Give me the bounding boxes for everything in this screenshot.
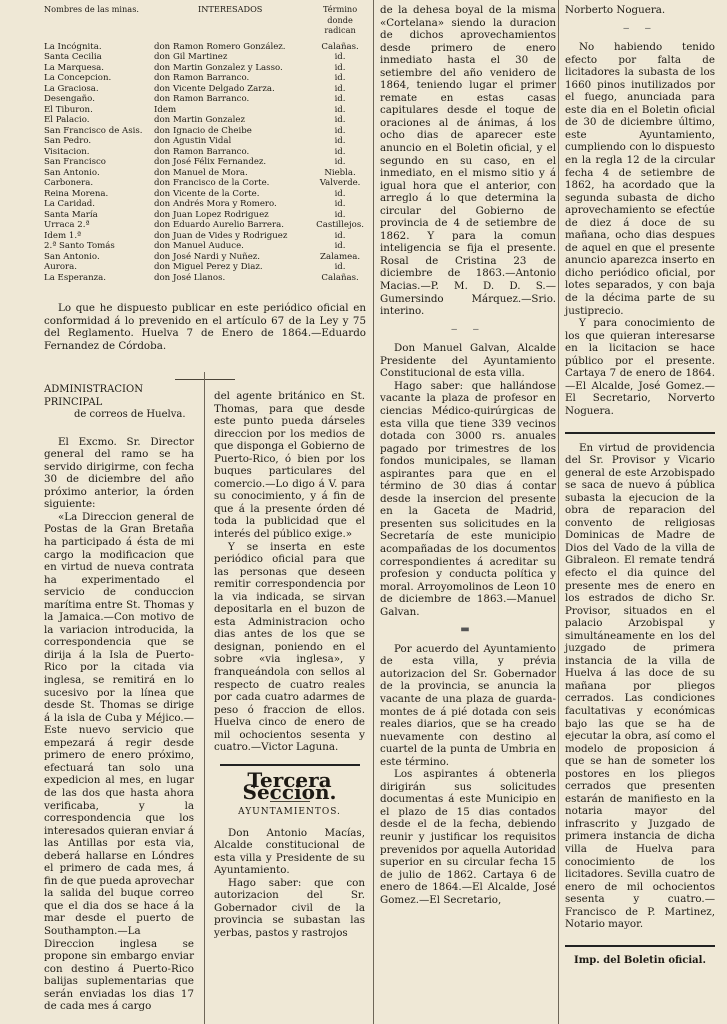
divider: ‒ ‒ <box>623 22 657 34</box>
mine-interested: don Ramon Barranco. <box>154 73 250 83</box>
table-row <box>44 136 364 147</box>
column-four <box>565 4 715 967</box>
mines-note-text: Lo que he dispuesto publicar en este periódico oficial en conformidad á lo prevenido en el artículo 67 de la Ley y 75 del Reglamento. Huelva 7 de Enero de 1864.—Eduardo Fernandez de Córdoba. <box>44 302 366 352</box>
mine-place: id. <box>334 241 346 251</box>
admin-paragraph-2-cont: del agente británico en St. Thomas, para que desde este punto pueda dárseles direccion por los medios de que disponga el Gobierno de Puerto-Rico, ó bien por los buques particulares del comercio.—Lo digo á V. para su conocimiento, y á fin de que á la presente órden dé toda la publicidad que el interés del público exige.» <box>214 390 365 541</box>
mine-place: id. <box>334 262 346 272</box>
divider: ▬ <box>460 624 476 636</box>
mine-name: Reina Morena. <box>44 188 109 199</box>
mine-name: La Esperanza. <box>44 272 106 283</box>
table-row <box>44 73 364 84</box>
mine-interested: don José Félix Fernandez. <box>154 157 267 167</box>
guarda-notice: Por acuerdo del Ayuntamiento de esta villa, y prévia autorizacion del Sr. Gobernador de la provincia, se anuncia la vacante de una plaza de guarda-montes de á pié dotada con seis reales diarios, que se ha creado nuevamente con destino al cuartel de la punta de Umbria en este término. <box>380 642 556 768</box>
table-row <box>44 42 364 53</box>
mine-name: San Francisco <box>44 157 106 167</box>
table-row <box>44 168 364 179</box>
mine-place: Calañas. <box>321 41 359 52</box>
mines-note <box>44 302 366 352</box>
table-row <box>44 178 364 189</box>
galvan-notice: Hago saber: que hallándose vacante la plaza de profesor en ciencias Médico-quirúrgicas de esta villa que tiene 339 vecinos dotada con 3000 rs. anuales pagado por trimestres de los fondos municipales, se llaman aspirantes para que en el término de 30 dias á contar desde la insercion del presente en la Gaceta de Madrid, presenten sus solicitudes en la Secretaría de este municipio acompañadas de los documentos correspondientes á acreditar su profesion y conducta política y moral. Arroyomolinos de Leon 10 de diciembre de 1863.—Manuel Galvan. <box>380 379 556 618</box>
column-administracion <box>44 384 194 1013</box>
mine-interested: don Juan de Vides y Rodriguez <box>154 230 288 241</box>
mine-place: id. <box>334 83 346 94</box>
mine-place: id. <box>334 52 346 62</box>
guarda-notice-2: Los aspirantes á obtenerla dirigirán sus solicitudes documentas á este Municipio en el plazo de 15 dias contados desde el de la fecha, debiendo reunir y justificar los requisitos prevenidos por aquella Autoridad superior en su circular fecha 15 de julio de 1862. Cartaya 6 de enero de 1864.—El Alcalde, José Gomez.—El Secretario, <box>380 768 556 906</box>
mine-place: id. <box>334 209 346 220</box>
mine-place: id. <box>334 125 346 136</box>
table-row <box>44 63 364 74</box>
section-title: Tercera Seccion. <box>242 767 337 805</box>
mine-interested: don Gil Martinez <box>154 52 228 62</box>
galvan-heading: Don Manuel Galvan, Alcalde Presidente del Ayuntamiento Constitucional de esta villa. <box>380 342 556 380</box>
macias-heading: Don Antonio Macías, Alcalde constitucional de esta villa y Presidente de su Ayuntamiento. <box>214 826 365 877</box>
pinos-notice: No habiendo tenido efecto por falta de licitadores la subasta de los 1660 pinos inutilizados por el fuego, anunciada para este dia en el Boletin oficial de 30 de diciembre último, este Ayuntamiento, cumpliendo con lo dispuesto en la regla 12 de la circular fecha 4 de setiembre de 1862, ha acordado que la segunda subasta de dicho aprovechamiento se efectúe de diez á doce de su mañana, ocho dias despues de aquel en que el presente anuncio aparezca inserto en dicho periódico oficial, por lotes separados, y con baja de la décima parte de su justiprecio. <box>565 41 715 317</box>
mine-interested: don Miguel Perez y Diaz. <box>154 262 263 272</box>
mine-name: La Caridad. <box>44 199 95 209</box>
table-row <box>44 189 364 200</box>
mine-interested: don Martin Gonzalez <box>154 115 246 125</box>
mine-place: Calañas. <box>321 272 359 283</box>
table-row <box>44 115 364 126</box>
admin-paragraph-2: «La Direccion general de Postas de la Gran Bretaña ha participado á ésta de mi cargo la modificacion que en virtud de nueva contrata ha experimentado el servicio de conduccion marítima entre St. Thomas y la Jamaica.—Con motivo de la variacion introducida, la correspondencia que se dirija á la Isla de Puerto-Rico por la citada via inglesa, se remitirá en lo sucesivo por la línea que desde St. Thomas se dirige á la isla de Cuba y Méjico.—Este nuevo servicio que empezará á regir desde primero de enero próximo, efectuará tan solo una expedicion al mes, en lugar de las dos que hasta ahora verificaba, y la correspondencia que los interesados quieran enviar á las Antillas por esta via, deberá hallarse en Lóndres el primero de cada mes, á fin de que pueda aprovechar la salida del buque correo que el dia dos se hace á la mar desde el puerto de Southampton.—La Direccion inglesa se propone sin embargo enviar con destino á Puerto-Rico balijas suplementarias que serán enviadas los dias 17 de cada mes á cargo <box>44 510 194 1013</box>
table-row <box>44 252 364 263</box>
mine-name: El Palacio. <box>44 115 90 125</box>
table-row <box>44 126 364 137</box>
mine-interested: don Vicente Delgado Zarza. <box>154 83 275 94</box>
mine-place: Zalamea. <box>320 251 361 262</box>
table-row <box>44 262 364 273</box>
column-rule <box>558 0 559 1024</box>
mine-interested: don Eduardo Aurelio Barrera. <box>154 220 284 230</box>
header-mine-names: Nombres de las minas. <box>44 4 139 14</box>
mine-interested: don Agustin Vidal <box>154 136 232 146</box>
mine-name: Carbonera. <box>44 178 94 188</box>
mine-name: Visitacion. <box>44 146 90 157</box>
mine-place: id. <box>334 157 346 167</box>
column-administracion-cont <box>214 390 365 939</box>
mine-name: Idem 1.ª <box>44 230 82 241</box>
mine-interested: don Martin Gonzalez y Lasso. <box>154 62 283 73</box>
mine-name: Aurora. <box>44 262 77 272</box>
mine-name: San Antonio. <box>44 251 100 262</box>
table-row <box>44 94 364 105</box>
table-row <box>44 231 364 242</box>
divider: ‒ ‒ <box>451 323 485 335</box>
mine-place: Valverde. <box>319 178 361 188</box>
mine-name: San Antonio. <box>44 167 100 178</box>
mine-place: Castillejos. <box>316 220 364 230</box>
mine-place: id. <box>334 73 346 83</box>
table-row <box>44 105 364 116</box>
mine-interested: don Manuel de Mora. <box>154 167 248 178</box>
mine-place: id. <box>334 94 346 104</box>
mine-interested: don Ramon Barranco. <box>154 146 250 157</box>
mine-name: La Graciosa. <box>44 83 99 94</box>
mine-name: Santa María <box>44 209 98 220</box>
mine-name: El Tiburon. <box>44 104 93 115</box>
mine-name: Santa Cecilia <box>44 52 102 62</box>
provisor-notice: En virtud de providencia del Sr. Provisor y Vicario general de este Arzobispado se saca de nuevo á pública subasta la ejecucion de la obra de reparacion del convento de religiosas Dominicas de Madre de Dios del Vado de la villa de Gibraleon. El remate tendrá efecto el dia quince del presente mes de enero en los estrados de dicho Sr. Provisor, situados en el palacio Arzobispal y simultáneamente en los del juzgado de primera instancia de la villa de Huelva á las doce de su mañana por pliegos cerrados. Las condiciones facultativas y económicas bajo las que se ha de ejecutar la obra, así como el modelo de proposicion á que se han de someter los postores en los pliegos cerrados que presenten estarán de manifiesto en la notaria mayor del infrascrito y Juzgado de primera instancia de dicha villa de Huelva para conocimiento de los licitadores. Sevilla cuatro de enero de mil ochocientos sesenta y cuatro.—Francisco de P. Martinez, Notario mayor. <box>565 441 715 931</box>
mine-place: id. <box>334 188 346 199</box>
column-rule <box>204 372 205 1024</box>
mine-name: Urraca 2.ª <box>44 220 90 230</box>
table-row <box>44 52 364 63</box>
table-row <box>44 157 364 168</box>
admin-paragraph-3: Y se inserta en este periódico oficial para que las personas que deseen remitir correspondencia por la via indicada, se sirvan depositarla en el buzon de esta Administracion ocho dias antes de los que se designan, poniendo en el sobre «via inglesa», y franqueándola con sellos al respecto de cuatro reales por cada cuatro adarmes de peso ó fraccion de ellos. Huelva cinco de enero de mil ochocientos sesenta y cuatro.—Victor Laguna. <box>214 540 365 754</box>
mine-place: id. <box>334 199 346 209</box>
mine-place: id. <box>334 62 346 73</box>
mines-table <box>44 4 364 283</box>
mine-place: Niebla. <box>324 167 356 178</box>
mine-place: id. <box>334 136 346 146</box>
mine-interested: don Ramon Romero González. <box>154 41 286 52</box>
mine-interested: don Juan Lopez Rodriguez <box>154 209 269 220</box>
mine-interested: don Manuel Auduce. <box>154 241 244 251</box>
macias-notice-cont: de la dehesa boyal de la misma «Cortelana» siendo la duracion de dichos aprovechamientos desde primero de enero inmediato hasta el 30 de setiembre del año venidero de 1864, teniendo lugar el primer remate en estas casas capitulares desde el toque de oraciones al de ánimas, á los ocho dias de aparecer este anuncio en el Boletin oficial, y el segundo en su caso, en el inmediato, en el mismo sitio y á igual hora que el anterior, con arreglo á lo que determina la circular del Gobierno de provincia de 4 de setiembre de 1862. Y para la comun inteligencia se fija el presente. Rosal de Cristina 23 de diciembre de 1863.—Antonio Macias.—P. M. D. D. S.—Gumersindo Márquez.—Srio. interino. <box>380 4 556 318</box>
mine-name: Desengaño. <box>44 94 95 104</box>
table-row <box>44 241 364 252</box>
section-subtitle: AYUNTAMIENTOS. <box>238 806 341 817</box>
mine-interested: don José Nardi y Nuñez. <box>154 251 261 262</box>
header-interested: INTERESADOS <box>198 4 263 14</box>
table-row <box>44 147 364 158</box>
table-row <box>44 210 364 221</box>
macias-notice: Hago saber: que con autorizacion del Sr. Gobernador civil de la provincia se subastan las yerbas, pastos y rastrojos <box>214 876 365 939</box>
mine-interested: don Andrés Mora y Romero. <box>154 199 277 209</box>
mine-name: San Pedro. <box>44 136 92 146</box>
mine-interested: Idem <box>154 104 177 115</box>
mine-interested: don Ignacio de Cheibe <box>154 125 252 136</box>
pinos-notice-2: Y para conocimiento de los que quieran interesarse en la licitacion se hace público por el presente. Cartaya 7 de enero de 1864.—El Alcalde, José Gomez.—El Secretario, Norverto Noguera. <box>565 317 715 417</box>
mine-interested: don Francisco de la Corte. <box>154 178 270 188</box>
mine-name: La Incógnita. <box>44 41 102 52</box>
mine-name: La Concepcion. <box>44 73 112 83</box>
mine-place: id. <box>334 115 346 125</box>
mine-place: id. <box>334 104 346 115</box>
admin-title: ADMINISTRACION PRINCIPAL <box>44 384 143 408</box>
mine-name: 2.ª Santo Tomás <box>44 241 115 251</box>
mine-interested: don Vicente de la Corte. <box>154 188 260 199</box>
column-rule <box>373 0 374 1024</box>
mine-place: id. <box>334 146 346 157</box>
table-row <box>44 220 364 231</box>
table-row <box>44 84 364 95</box>
table-row <box>44 199 364 210</box>
table-row <box>44 273 364 284</box>
header-situation: Término donde radican <box>322 4 358 35</box>
printer-imprint: Imp. del Boletin oficial. <box>574 954 706 966</box>
mine-interested: don Ramon Barranco. <box>154 94 250 104</box>
guarda-notice-2-cont: Norberto Noguera. <box>565 4 666 16</box>
mine-interested: don José Llanos. <box>154 272 226 283</box>
column-three <box>380 4 556 906</box>
mine-name: San Francisco de Asis. <box>44 125 143 136</box>
admin-paragraph-1: El Excmo. Sr. Director general del ramo se ha servido dirigirme, con fecha 30 de diciembre del año próximo anterior, la órden siguiente: <box>44 435 194 511</box>
mine-name: La Marquesa. <box>44 62 104 73</box>
admin-subtitle: de correos de Huelva. <box>74 409 186 421</box>
mine-place: id. <box>334 230 346 241</box>
